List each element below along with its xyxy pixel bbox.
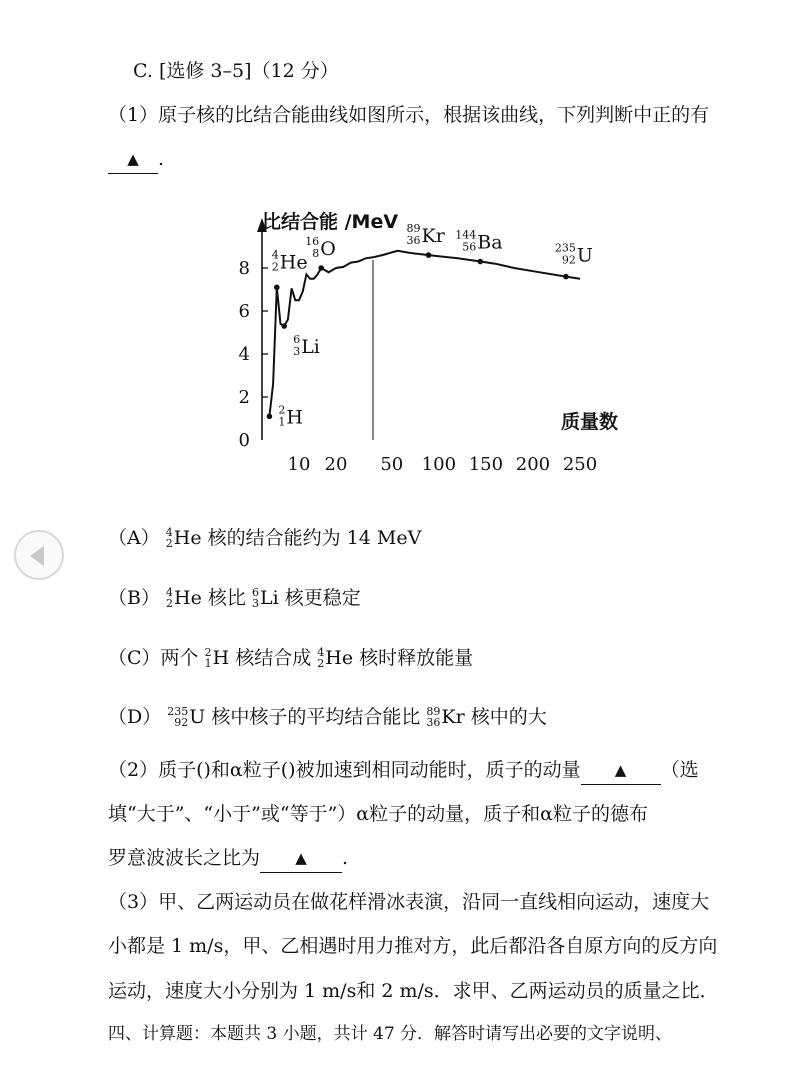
option-d-prefix: （D） xyxy=(108,706,162,728)
nuclide-label-ba xyxy=(455,229,502,254)
element-symbol: H xyxy=(286,406,303,429)
x-tick-label: 10 xyxy=(287,454,311,475)
option-a-text: 核的结合能约为 14 MeV xyxy=(207,527,422,549)
element-symbol: He xyxy=(325,647,354,669)
atomic-number: 2 xyxy=(271,260,279,274)
section-c-title: [选修 3–5]（12 分） xyxy=(158,60,339,82)
triangle-marker-icon: ▲ xyxy=(295,849,307,867)
section4-heading: 四、计算题：本题共 3 小题，共计 47 分．解答时请写出必要的文字说明、 xyxy=(108,1024,673,1044)
mass-number: 6 xyxy=(251,586,259,599)
binding-energy-chart xyxy=(220,200,620,480)
point-he xyxy=(274,285,280,291)
atomic-number: 36 xyxy=(406,234,421,248)
q2-end: . xyxy=(342,847,349,869)
q3-line3: 运动，速度大小分别为 1 m/s和 2 m/s．求甲、乙两运动员的质量之比． xyxy=(108,980,719,1002)
atomic-number: 92 xyxy=(561,253,576,267)
x-tick-label: 20 xyxy=(324,454,348,475)
q1-answer-blank xyxy=(108,146,158,174)
nuclide-label-h xyxy=(278,403,303,428)
x-tick-label: 50 xyxy=(380,454,404,475)
mass-number: 4 xyxy=(166,586,174,599)
option-b-text: 核更稳定 xyxy=(284,587,361,609)
atomic-number: 3 xyxy=(251,597,259,610)
element-symbol: He xyxy=(279,251,308,274)
point-li xyxy=(281,323,287,329)
element-symbol: He xyxy=(174,587,202,609)
helium-4-nuclide xyxy=(166,585,202,611)
element-symbol: H xyxy=(212,647,230,669)
mass-number: 89 xyxy=(406,222,421,236)
option-d-mid: 核中核子的平均结合能比 xyxy=(211,706,421,728)
chart-labels xyxy=(262,210,618,433)
point-h xyxy=(267,414,273,420)
y-tick-label: 0 xyxy=(238,430,250,451)
q1-text: （1）原子核的比结合能曲线如图所示，根据该曲线，下列判断中正的有 xyxy=(108,104,710,126)
element-symbol: U xyxy=(189,706,206,728)
atomic-number: 8 xyxy=(312,247,320,260)
nuclide-label-o xyxy=(305,235,336,260)
atomic-number: 1 xyxy=(278,415,286,429)
y-tick-label: 2 xyxy=(238,387,250,408)
element-symbol: Ba xyxy=(477,231,503,254)
nuclide-label-he xyxy=(272,248,308,273)
atomic-number: 3 xyxy=(293,345,301,359)
option-d-text: 核中的大 xyxy=(470,706,547,728)
atomic-number: 92 xyxy=(174,716,189,729)
option-b-prefix: （B） xyxy=(108,587,160,609)
option-c xyxy=(108,645,473,671)
x-tick-label: 250 xyxy=(562,454,598,475)
q2-line1 xyxy=(108,757,699,785)
krypton-89-nuclide xyxy=(426,704,464,730)
element-symbol: Li xyxy=(259,587,279,609)
element-symbol: Li xyxy=(301,336,320,359)
x-tick-label: 100 xyxy=(421,454,457,475)
q3-line1: （3）甲、乙两运动员在做花样滑冰表演，沿同一直线相向运动，速度大 xyxy=(108,891,710,913)
binding-energy-curve xyxy=(269,251,580,416)
point-kr xyxy=(426,252,432,258)
y-tick-label: 6 xyxy=(238,301,250,322)
option-a xyxy=(108,525,421,551)
point-u xyxy=(563,274,569,280)
y-tick-label: 4 xyxy=(238,344,250,365)
lithium-6-nuclide xyxy=(252,585,279,611)
deuterium-nuclide xyxy=(205,645,230,671)
nuclide-label-kr xyxy=(407,222,446,247)
uranium-235-nuclide xyxy=(167,704,205,730)
atomic-number: 56 xyxy=(462,240,477,254)
nuclide-label-u xyxy=(555,242,593,267)
mass-number: 144 xyxy=(455,228,477,242)
mass-number: 4 xyxy=(317,646,325,659)
triangle-marker-icon: ▲ xyxy=(127,150,139,168)
option-b-mid: 核比 xyxy=(207,587,246,609)
option-a-prefix: （A） xyxy=(108,527,160,549)
point-o xyxy=(318,265,324,271)
nuclide-label-li xyxy=(293,333,320,358)
q2-line3 xyxy=(108,845,348,873)
q2-line1-end: （选 xyxy=(660,759,699,781)
q2-blank-2 xyxy=(260,845,342,873)
q2-blank-1 xyxy=(581,757,661,785)
mass-number: 2 xyxy=(278,403,286,417)
option-b xyxy=(108,585,361,611)
option-c-prefix: （C）两个 xyxy=(108,647,199,669)
y-tick-label: 8 xyxy=(238,258,250,279)
q2-line2: 填“大于”、“小于”或“等于”）α粒子的动量，质子和α粒子的德布 xyxy=(108,803,648,825)
atomic-number: 2 xyxy=(317,657,325,670)
point-ba xyxy=(477,259,483,265)
element-symbol: Kr xyxy=(421,225,445,248)
x-tick-label: 200 xyxy=(515,454,551,475)
mass-number: 2 xyxy=(204,646,212,659)
chart-marks xyxy=(267,251,580,419)
option-c-text: 核时释放能量 xyxy=(359,647,474,669)
atomic-number: 1 xyxy=(204,657,212,670)
atomic-number: 2 xyxy=(165,537,173,550)
atomic-number: 36 xyxy=(426,716,441,729)
y-axis-label: 比结合能 /MeV xyxy=(262,211,399,233)
mass-number: 4 xyxy=(165,526,173,539)
mass-number: 6 xyxy=(293,333,301,347)
q2-line1-text: （2）质子()和α粒子()被加速到相同动能时，质子的动量 xyxy=(108,759,581,781)
mass-number: 89 xyxy=(426,705,441,718)
q1-end: . xyxy=(158,148,165,170)
mass-number: 235 xyxy=(554,241,576,255)
x-axis-label: 质量数 xyxy=(560,411,618,433)
chevron-left-icon xyxy=(30,546,44,566)
section-c-heading xyxy=(133,58,339,84)
option-c-mid: 核结合成 xyxy=(235,647,312,669)
helium-4-nuclide xyxy=(317,645,353,671)
q1-answer-line xyxy=(108,146,164,174)
q2-line3-text: 罗意波波长之比为 xyxy=(108,847,261,869)
prev-page-button[interactable] xyxy=(14,530,64,580)
triangle-marker-icon: ▲ xyxy=(614,761,627,779)
helium-4-nuclide xyxy=(166,525,202,551)
atomic-number: 2 xyxy=(166,597,174,610)
element-symbol: U xyxy=(576,244,593,267)
mass-number: 4 xyxy=(271,248,279,262)
mass-number: 16 xyxy=(305,235,320,248)
x-tick-label: 150 xyxy=(468,454,504,475)
option-d xyxy=(108,704,547,730)
element-symbol: Kr xyxy=(441,706,465,728)
mass-number: 235 xyxy=(167,705,189,718)
section-c-label: C. xyxy=(133,60,153,82)
q3-line2: 小都是 1 m/s，甲、乙相遇时用力推对方，此后都沿各自原方向的反方向 xyxy=(108,935,718,957)
element-symbol: He xyxy=(173,527,202,549)
element-symbol: O xyxy=(320,238,336,260)
